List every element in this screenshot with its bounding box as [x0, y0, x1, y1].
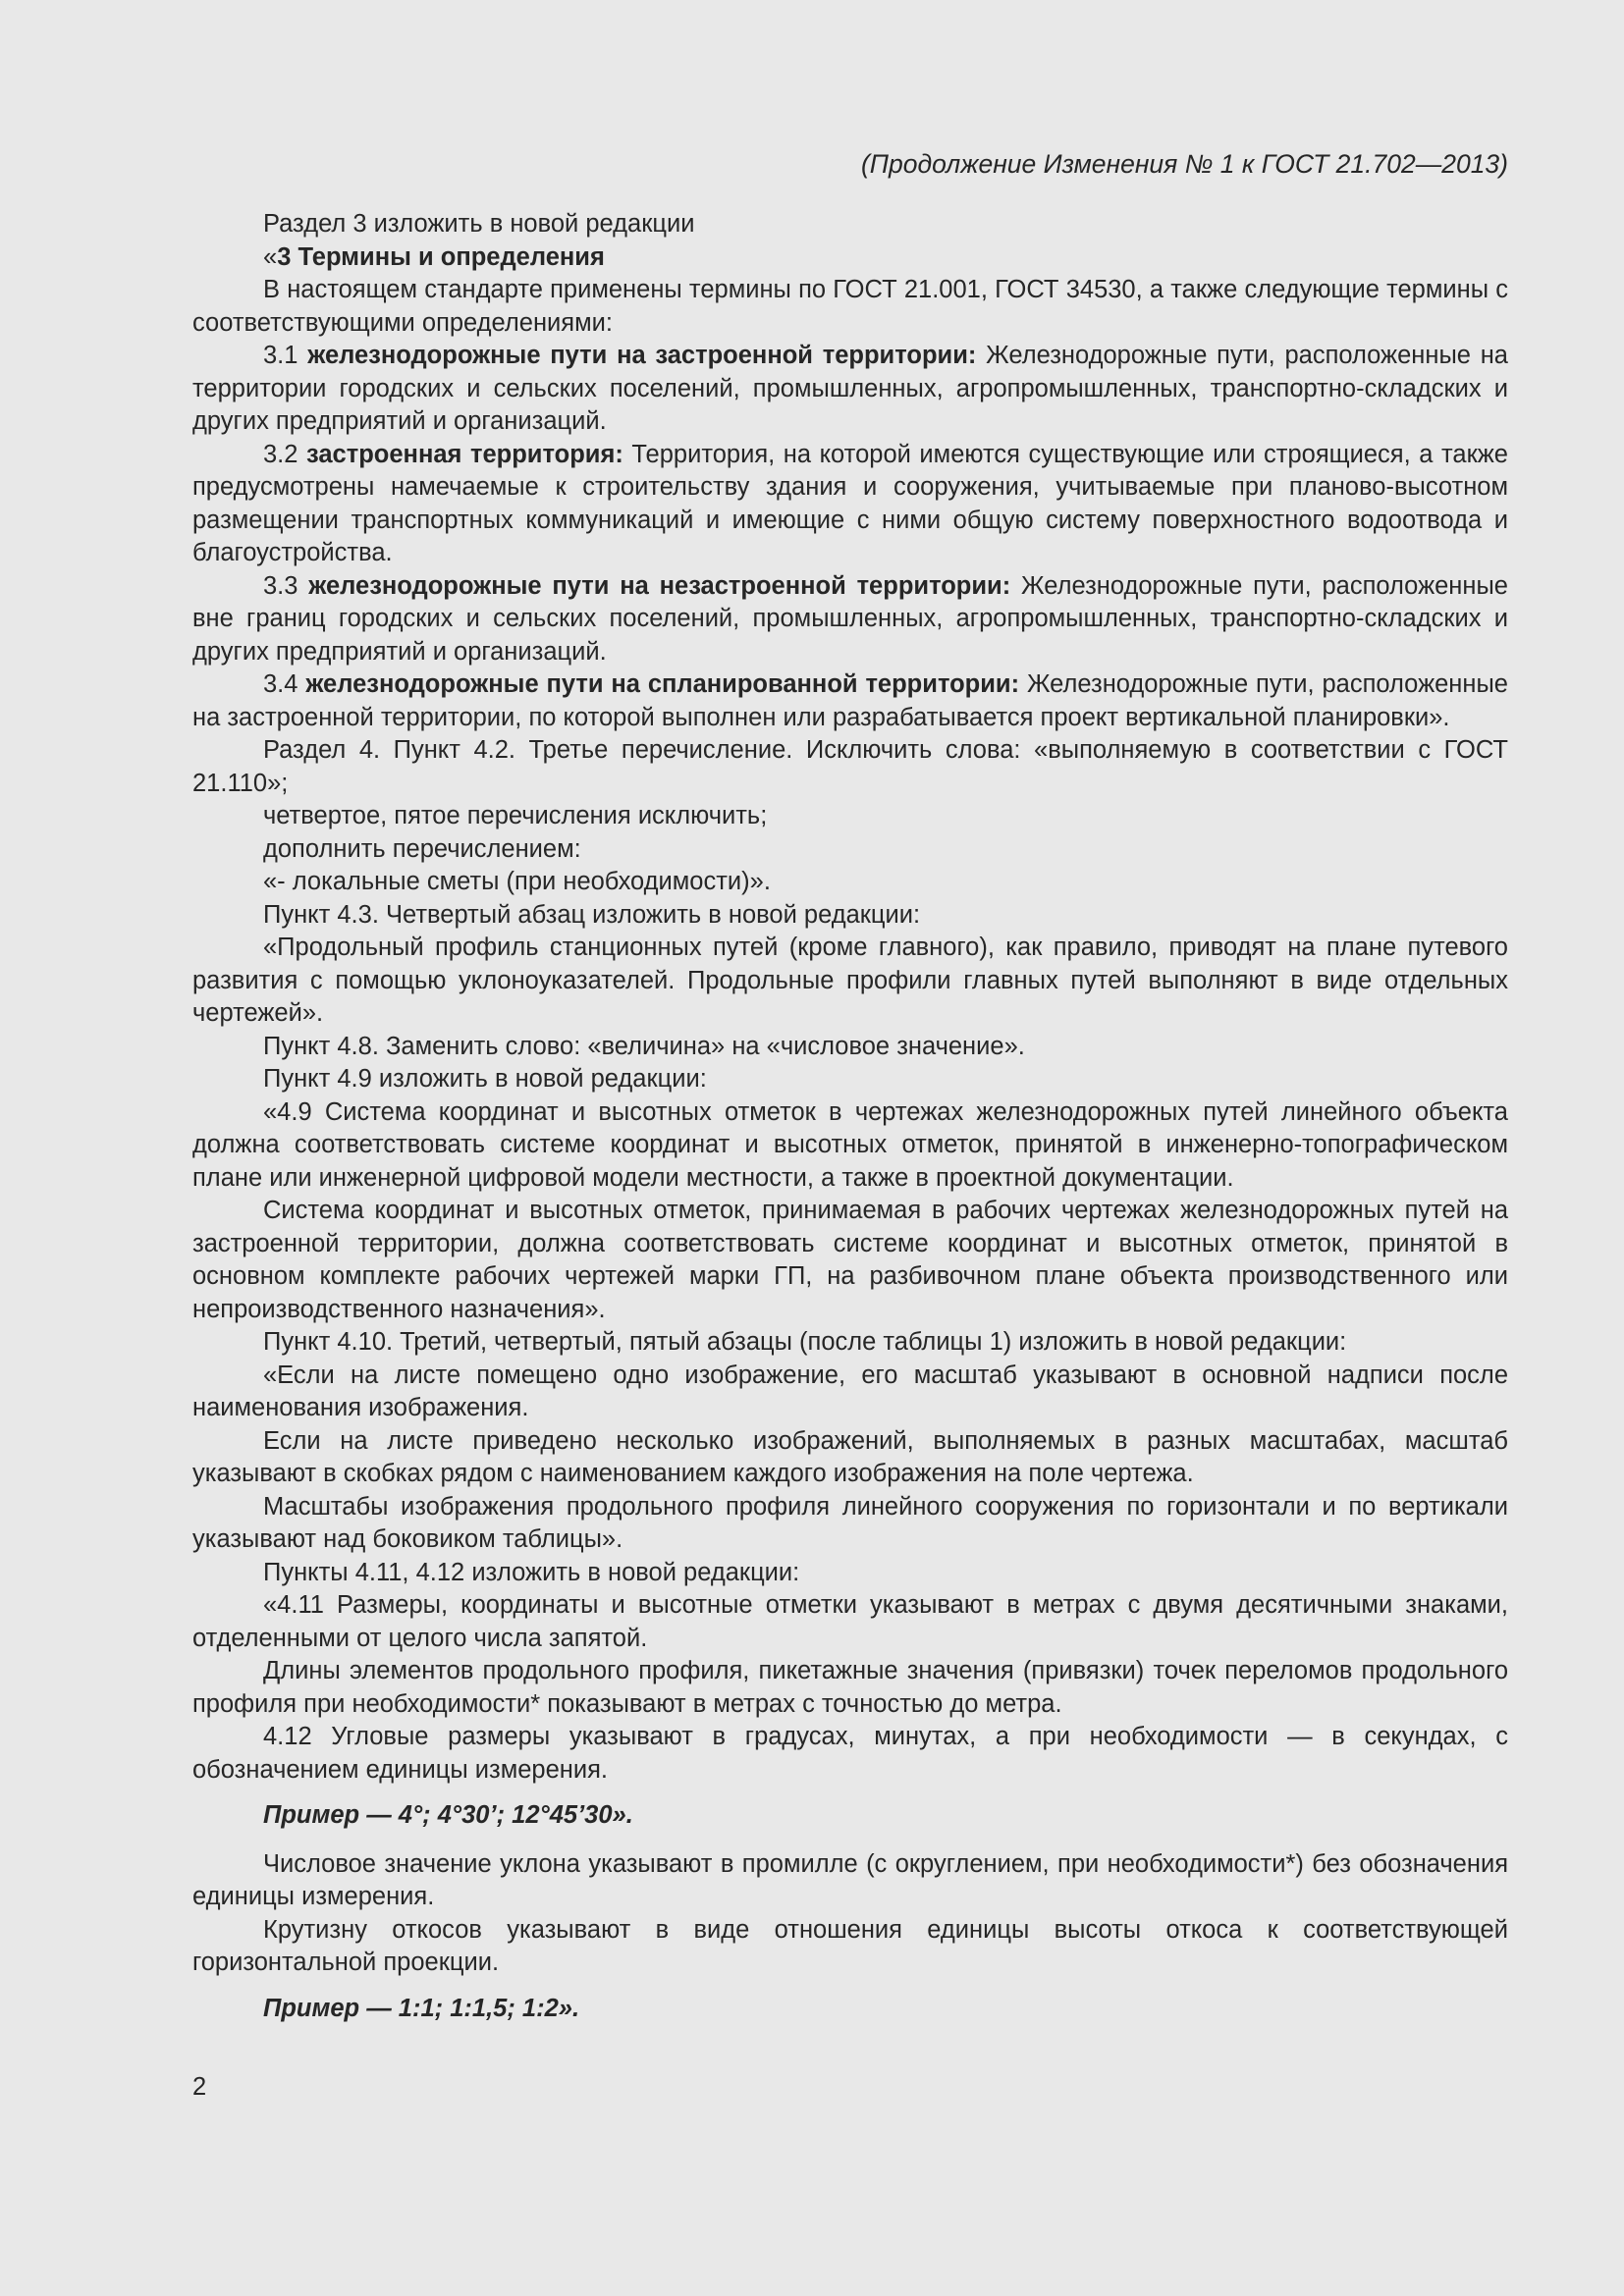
- paragraph: [192, 833, 1508, 867]
- paragraph-text: В настоящем стандарте применены термины по ГОСТ 21.001, ГОСТ 34530, а также следующие термины с соответствующими определениями:: [192, 276, 1508, 337]
- paragraph: [192, 1063, 1508, 1096]
- paragraph: [192, 340, 1508, 439]
- paragraph-text: Железнодорожные пути, расположенные вне границ городских и сельских поселений, промышленных, агропромышленных, транспортно-складских и других предприятий и организаций.: [192, 571, 1508, 666]
- paragraph: [192, 1914, 1508, 1980]
- paragraph: [192, 899, 1508, 933]
- page-number: 2: [192, 2073, 207, 2101]
- document-body: [192, 208, 1508, 2025]
- paragraph: [192, 866, 1508, 899]
- paragraph-text: Раздел 4. Пункт 4.2. Третье перечисление. Исключить слова: «выполняемую в соответствии с ГОСТ 21.110»;: [192, 736, 1508, 797]
- term-bold: 3 Термины и определения: [277, 242, 605, 271]
- paragraph-text: Территория, на которой имеются существующие или строящиеся, а также предусмотрены намечаемые к строительству здания и сооружения, учитываемые при планово-высотном размещении транспортных коммуникаций и имеющие с ними общую систему поверхностного водоотвода и благоустройства.: [192, 440, 1508, 566]
- paragraph-text: 4.12 Угловые размеры указывают в градусах, минутах, а при необходимости — в секундах, с обозначением единицы измерения.: [192, 1723, 1508, 1784]
- paragraph: [192, 208, 1508, 241]
- paragraph: [192, 1326, 1508, 1360]
- paragraph: [192, 570, 1508, 669]
- paragraph: [192, 1096, 1508, 1196]
- paragraph-text: «4.11 Размеры, координаты и высотные отметки указывают в метрах с двумя десятичными знаками, отделенными от целого числа запятой.: [192, 1591, 1508, 1652]
- term-bold: железнодорожные пути на незастроенной территории:: [308, 571, 1011, 600]
- running-header: (Продолжение Изменения № 1 к ГОСТ 21.702—2013): [860, 149, 1508, 179]
- paragraph-text: дополнить перечислением:: [263, 834, 581, 863]
- paragraph: [192, 241, 1508, 275]
- paragraph: [192, 1195, 1508, 1326]
- paragraph-text: Раздел 3 изложить в новой редакции: [263, 210, 695, 238]
- clause-number: 3.1: [263, 342, 308, 369]
- paragraph-text: Пункты 4.11, 4.12 изложить в новой редакции:: [263, 1558, 800, 1586]
- paragraph-text: Система координат и высотных отметок, принимаемая в рабочих чертежах железнодорожных путей на застроенной территории, должна соответствовать системе координат и высотных отметок, принятой в основном комплекте рабочих чертежей марки ГП, на разбивочном плане объекта производственного или непроизводственного назначения».: [192, 1197, 1508, 1323]
- paragraph-text: Масштабы изображения продольного профиля линейного сооружения по горизонтали и по вертикали указывают над боковиком таблицы».: [192, 1492, 1508, 1553]
- paragraph-text: «Продольный профиль станционных путей (кроме главного), как правило, приводят на плане путевого развития с помощью уклоноуказателей. Продольные профили главных путей выполняют в виде отдельных чертежей».: [192, 934, 1508, 1027]
- paragraph: [192, 274, 1508, 340]
- paragraph: [192, 1031, 1508, 1064]
- paragraph-text: Длины элементов продольного профиля, пикетажные значения (привязки) точек переломов продольного профиля при необходимости* показывают в метрах с точностью до метра.: [192, 1657, 1508, 1718]
- paragraph: [192, 1557, 1508, 1590]
- paragraph-text: Пункт 4.10. Третий, четвертый, пятый абзацы (после таблицы 1) изложить в новой редакции:: [263, 1328, 1347, 1356]
- paragraph-text: Пример — 4°; 4°30’; 12°45’30».: [263, 1801, 633, 1829]
- example-paragraph: [192, 1993, 1508, 2026]
- clause-number: 3.3: [263, 571, 309, 600]
- paragraph: [192, 932, 1508, 1031]
- paragraph-text: Пункт 4.3. Четвертый абзац изложить в новой редакции:: [263, 900, 921, 929]
- paragraph-text: Пункт 4.8. Заменить слово: «величина» на «числовое значение».: [263, 1032, 1025, 1060]
- paragraph: [192, 1721, 1508, 1787]
- paragraph: [192, 1425, 1508, 1491]
- paragraph: [192, 1655, 1508, 1721]
- paragraph-text: «Если на листе помещено одно изображение, его масштаб указывают в основной надписи после наименования изображения.: [192, 1361, 1508, 1421]
- term-bold: железнодорожные пути на застроенной территории:: [307, 342, 977, 369]
- paragraph-text: Железнодорожные пути, расположенные на застроенной территории, по которой выполнен или разрабатывается проект вертикальной планировки».: [192, 670, 1508, 731]
- paragraph-text: Пункт 4.9 изложить в новой редакции:: [263, 1065, 707, 1093]
- paragraph: [192, 668, 1508, 734]
- term-bold: застроенная территория:: [306, 440, 623, 468]
- paragraph: [192, 1589, 1508, 1655]
- paragraph: [192, 439, 1508, 570]
- clause-number: 3.2: [263, 440, 307, 468]
- paragraph-text: четвертое, пятое перечисления исключить;: [263, 802, 768, 829]
- term-bold: железнодорожные пути на спланированной территории:: [305, 670, 1020, 698]
- paragraph-text: Пример — 1:1; 1:1,5; 1:2».: [263, 1994, 580, 2022]
- paragraph: [192, 800, 1508, 833]
- paragraph: [192, 1848, 1508, 1914]
- paragraph: [192, 1360, 1508, 1425]
- paragraph-text: Числовое значение уклона указывают в промилле (с округлением, при необходимости*) без обозначения единицы измерения.: [192, 1849, 1508, 1910]
- paragraph-text: «4.9 Система координат и высотных отметок в чертежах железнодорожных путей линейного объекта должна соответствовать системе координат и высотных отметок, принятой в инженерно-топографическом плане или инженерной цифровой модели местности, а также в проектной документации.: [192, 1097, 1508, 1192]
- clause-number: «: [263, 242, 278, 271]
- paragraph-text: Если на листе приведено несколько изображений, выполняемых в разных масштабах, масштаб указывают в скобках рядом с наименованием каждого изображения на поле чертежа.: [192, 1426, 1508, 1487]
- example-paragraph: [192, 1799, 1508, 1833]
- paragraph-text: «- локальные сметы (при необходимости)».: [263, 868, 771, 895]
- paragraph: [192, 734, 1508, 800]
- paragraph-text: Крутизну откосов указывают в виде отношения единицы высоты откоса к соответствующей горизонтальной проекции.: [192, 1915, 1508, 1976]
- paragraph: [192, 1491, 1508, 1557]
- paragraph-text: Железнодорожные пути, расположенные на территории городских и сельских поселений, промышленных, агропромышленных, транспортно-складских и других предприятий и организаций.: [192, 342, 1508, 435]
- clause-number: 3.4: [263, 670, 306, 698]
